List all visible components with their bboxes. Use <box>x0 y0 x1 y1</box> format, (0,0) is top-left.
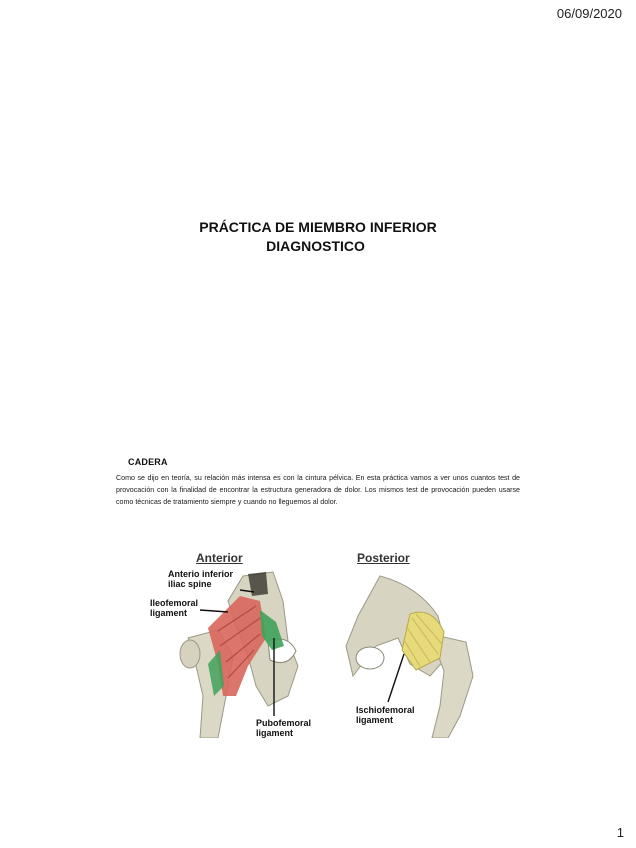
annotation-line: ligament <box>356 715 394 725</box>
title-line-2: DIAGNOSTICO <box>266 238 365 254</box>
posterior-view-label: Posterior <box>357 551 410 565</box>
annotation-line: iliac spine <box>168 579 212 589</box>
anterior-hip-drawing <box>180 572 298 738</box>
anterior-greater-trochanter <box>180 640 200 668</box>
section-heading: CADERA <box>128 457 168 467</box>
annotation-ischiofemoral-ligament <box>356 705 415 725</box>
page-title <box>0 218 636 256</box>
pointer-ischiofemoral <box>388 654 404 702</box>
annotation-line: ligament <box>256 728 294 738</box>
annotation-line: Ischiofemoral <box>356 705 415 715</box>
annotation-line: Anterio inferior <box>168 569 234 579</box>
annotation-line: Pubofemoral <box>256 718 312 728</box>
annotation-line: ligament <box>150 608 188 618</box>
annotation-ileofemoral-ligament <box>150 598 198 618</box>
page-number: 1 <box>616 825 624 840</box>
section-paragraph: Como se dijo en teoría, su relación más intensa es con la cintura pélvica. En esta práctica vamos a ver unos cuantos test de provocación con la finalidad de encontrar la estructura generadora de dolor. Los mismos test de provocación pueden usarse como técnicas de tratamiento siempre y cuando no lleguemos al dolor. <box>116 474 520 506</box>
pointer-ileofemoral <box>200 610 228 612</box>
anterior-view-label: Anterior <box>196 551 243 565</box>
annotation-pubofemoral-ligament <box>256 718 311 738</box>
posterior-ischium-foramen <box>356 647 384 669</box>
title-line-1: PRÁCTICA DE MIEMBRO INFERIOR <box>199 219 437 235</box>
annotation-anterior-inferior-iliac-spine <box>168 569 233 589</box>
annotation-line: Ileofemoral <box>150 598 199 608</box>
date-stamp: 06/09/2020 <box>556 6 622 21</box>
